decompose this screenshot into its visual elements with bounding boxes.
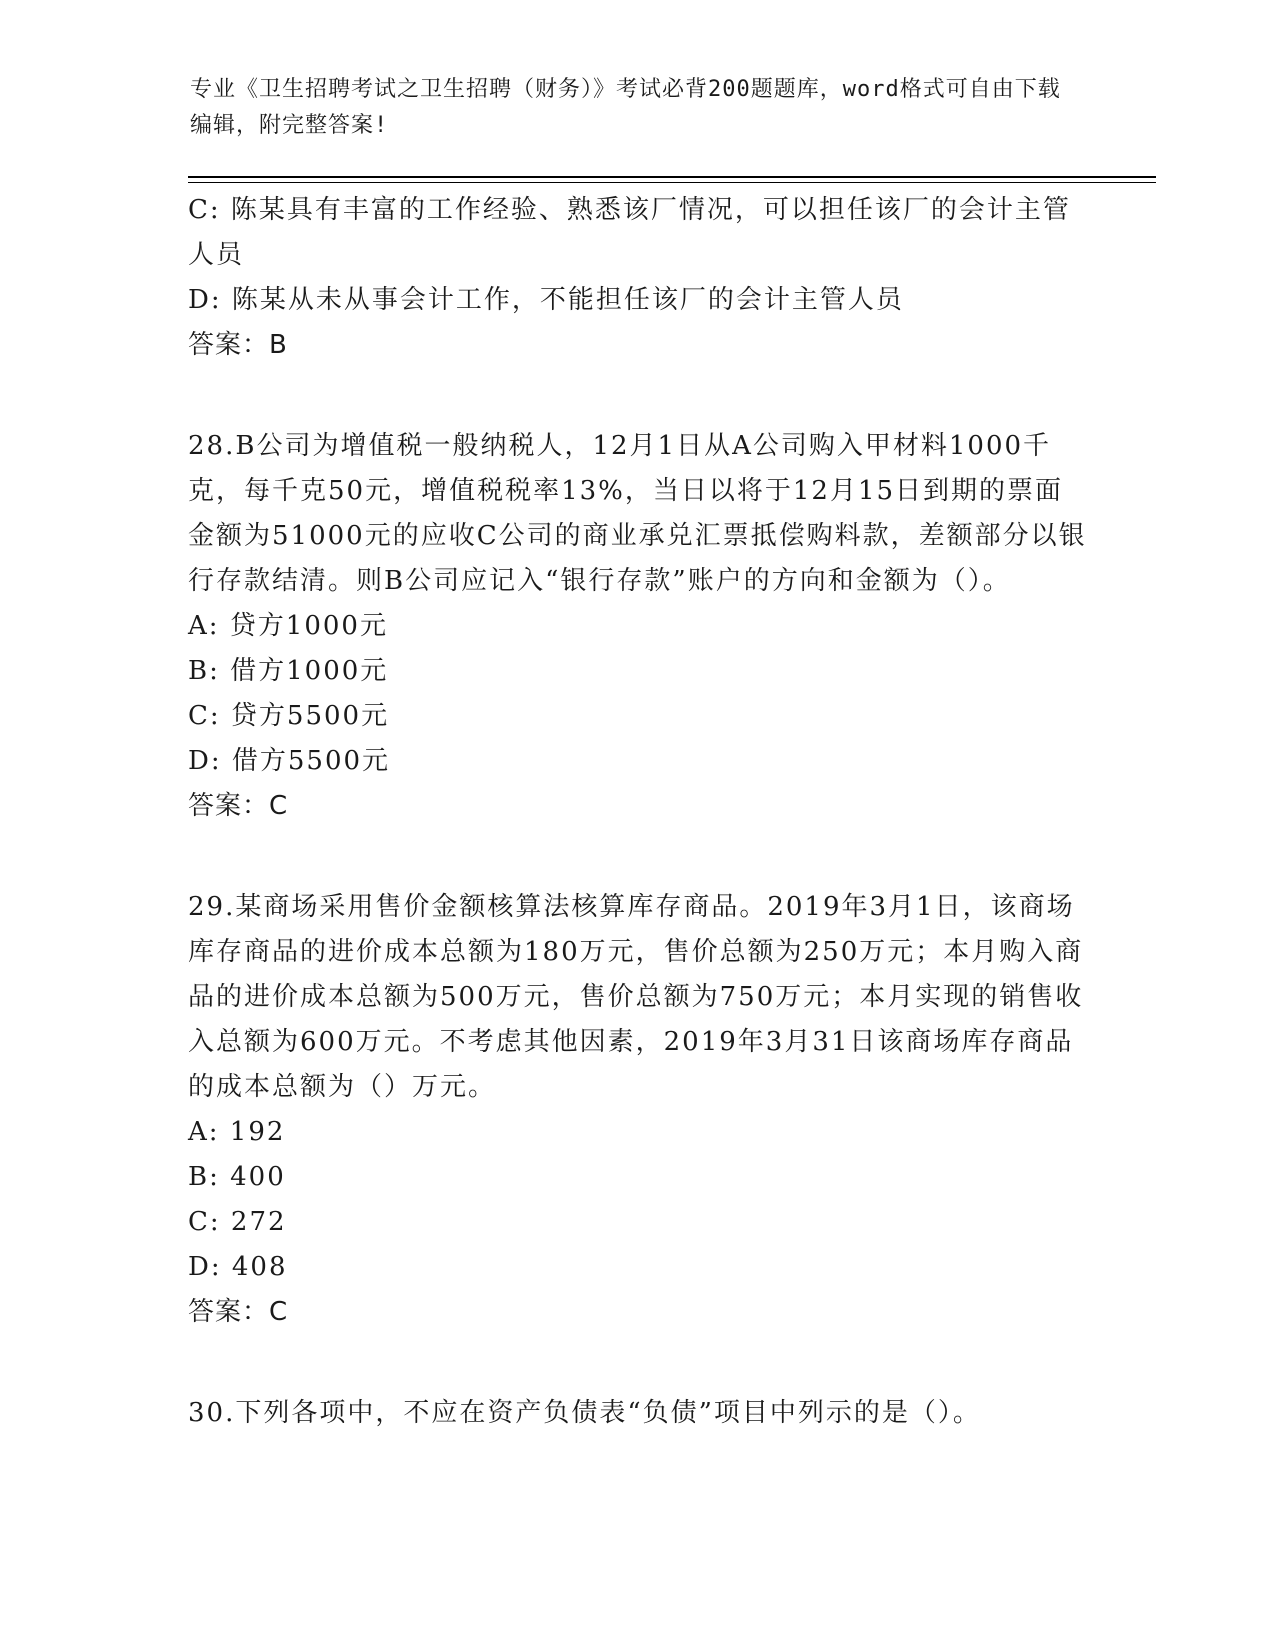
question-29 [188,885,1088,1335]
question-stem: 29.某商场采用售价金额核算法核算库存商品。2019年3月1日，该商场库存商品的进价成本总额为180万元，售价总额为250万元；本月购入商品的进价成本总额为500万元，售价总额为750万元；本月实现的销售收入总额为600万元。不考虑其他因素，2019年3月31日该商场库存商品的成本总额为（）万元。 [188,892,1084,1102]
document-body [188,188,1088,1436]
option-c: C: 贷方5500元 [188,701,390,731]
answer-line: 答案：C [188,791,289,821]
option-a: A: 贷方1000元 [188,611,388,641]
option-d: D: 408 [188,1252,288,1282]
question-28 [188,424,1088,829]
spacer [188,1335,1088,1391]
answer-line: 答案：C [188,1297,289,1327]
document-header-title: 专业《卫生招聘考试之卫生招聘（财务）》考试必背200题题库，word格式可自由下载编辑，附完整答案! [190,77,1061,138]
option-a: A: 192 [188,1117,286,1147]
option-d: D: 借方5500元 [188,746,391,776]
spacer [188,829,1088,885]
answer-line: 答案：B [188,330,288,360]
header-divider-thin [188,182,1156,183]
question-27-fragment [188,188,1088,368]
spacer [188,368,1088,424]
option-b: B: 借方1000元 [188,656,389,686]
option-c: C: 陈某具有丰富的工作经验、熟悉该厂情况，可以担任该厂的会计主管人员 [188,195,1071,270]
option-d: D: 陈某从未从事会计工作，不能担任该厂的会计主管人员 [188,285,904,315]
option-b: B: 400 [188,1162,286,1192]
header-divider-thick [188,176,1156,178]
question-stem: 30.下列各项中，不应在资产负债表“负债”项目中列示的是（）。 [188,1398,981,1428]
question-stem: 28.B公司为增值税一般纳税人，12月1日从A公司购入甲材料1000千克，每千克50元，增值税税率13%，当日以将于12月15日到期的票面金额为51000元的应收C公司的商业承兑汇票抵偿购料款，差额部分以银行存款结清。则B公司应记入“银行存款”账户的方向和金额为（）。 [188,431,1087,596]
question-30 [188,1391,1088,1436]
option-c: C: 272 [188,1207,287,1237]
